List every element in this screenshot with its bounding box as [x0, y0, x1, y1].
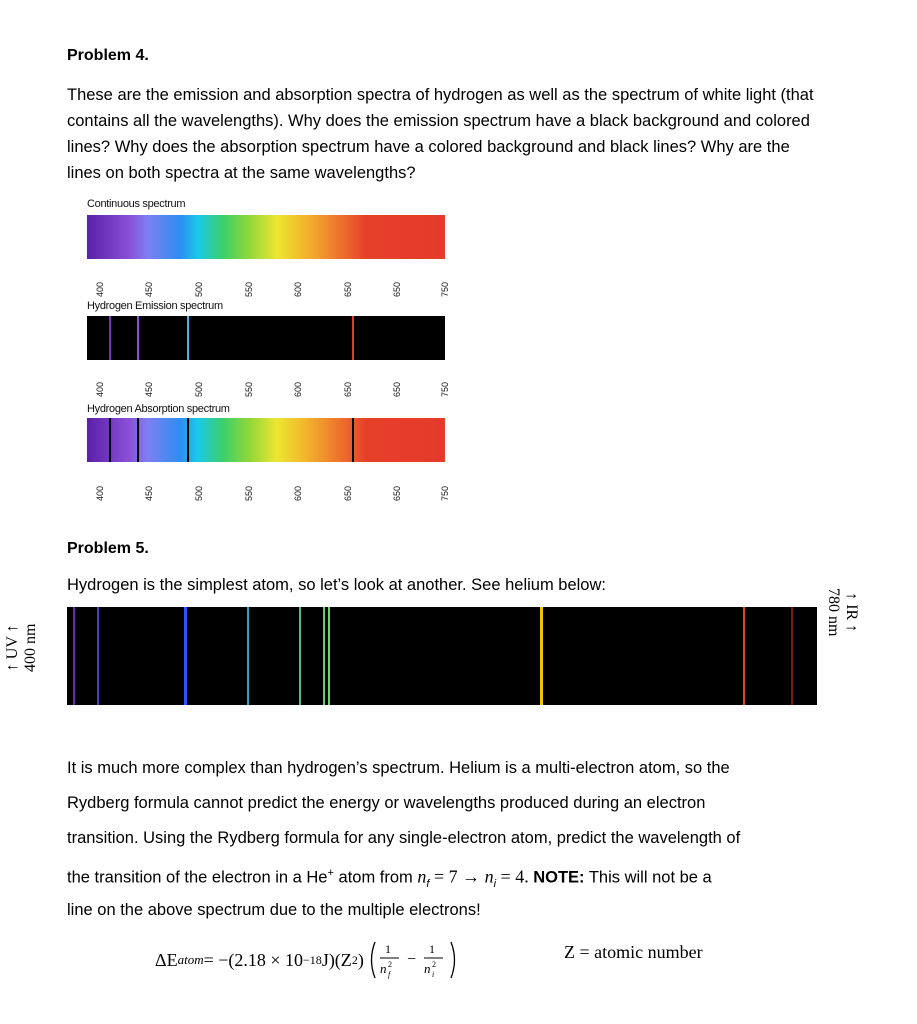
helium-line [328, 607, 330, 705]
continuous-spectrum-label: Continuous spectrum [87, 198, 186, 210]
helium-line [73, 607, 75, 705]
problem4-heading: Problem 4. [67, 47, 149, 64]
tick-label: 750 [440, 281, 450, 297]
problem4-text: These are the emission and absorption spectra of hydrogen as well as the spectrum of white light (that contains all the wavelengths). Why does the emission spectrum have a black background and colored lines? Why does the absorption spectrum have a colored background and black lines? Why are the lines on both spectra at the same wavelengths? [67, 86, 814, 182]
hydrogen-emission-spectrum [87, 316, 445, 360]
svg-text:i: i [431, 970, 435, 979]
ir-label [824, 588, 860, 636]
svg-text:−: − [406, 951, 416, 968]
helium-line [184, 607, 187, 705]
tick-label: 650 [343, 281, 353, 297]
svg-text:2: 2 [387, 960, 392, 969]
continuous-spectrum [87, 215, 445, 259]
formula-rest: J)(Z [321, 949, 352, 970]
para4-math: = 4. [496, 866, 534, 887]
absorption-spectrum-label: Hydrogen Absorption spectrum [87, 403, 230, 415]
emission-spectrum-label: Hydrogen Emission spectrum [87, 300, 223, 312]
tick-label: 550 [244, 281, 254, 297]
problem5-para-5: line on the above spectrum due to the multiple electrons! [67, 901, 481, 919]
absorption-line [137, 418, 139, 462]
svg-text:n: n [423, 961, 431, 976]
problem5-intro: Hydrogen is the simplest atom, so let’s look at another. See helium below: [67, 576, 606, 594]
problem5-para-2: Rydberg formula cannot predict the energy or wavelengths produced during an electron [67, 794, 706, 812]
problem5-heading: Problem 5. [67, 540, 149, 557]
para4-text: the transition of the electron in a He [67, 868, 328, 887]
absorption-axis [87, 485, 450, 501]
tick-label: 500 [194, 485, 204, 501]
svg-text:2: 2 [431, 960, 436, 969]
helium-line [743, 607, 745, 705]
tick-label: 650 [392, 381, 402, 397]
tick-label: 600 [293, 281, 303, 297]
uv-label-bottom: 400 nm [22, 623, 39, 672]
absorption-line [109, 418, 111, 462]
formula-subscript: atom [177, 952, 204, 967]
emission-line [352, 316, 354, 360]
helium-line [791, 607, 793, 705]
tick-label: 650 [392, 485, 402, 501]
tick-label: 400 [95, 281, 105, 297]
tick-label: 750 [440, 381, 450, 397]
tick-label: 400 [95, 485, 105, 501]
svg-text:1: 1 [384, 942, 391, 956]
tick-label: 550 [244, 381, 254, 397]
formula-z-squared: 2 [351, 952, 358, 967]
helium-line [97, 607, 99, 705]
tick-label: 500 [194, 281, 204, 297]
helium-line [323, 607, 325, 705]
para4-text: This will not be a [584, 868, 712, 887]
z-definition: Z = atomic number [564, 942, 703, 962]
emission-line [187, 316, 189, 360]
uv-label [4, 624, 40, 672]
helium-spectrum [67, 607, 817, 705]
fraction-term [367, 938, 463, 982]
tick-label: 450 [144, 381, 154, 397]
para4-text: atom from [333, 868, 418, 887]
note-label: NOTE: [533, 868, 585, 887]
absorption-line [352, 418, 354, 462]
continuous-axis [87, 281, 450, 297]
problem5-para-1: It is much more complex than hydrogen’s spectrum. Helium is a multi-electron atom, so the [67, 759, 730, 777]
tick-label: 500 [194, 381, 204, 397]
helium-line [540, 607, 543, 705]
uv-label-top: ↑ UV ↑ [4, 624, 21, 672]
svg-text:f: f [387, 970, 391, 979]
formula-close: ) [357, 949, 364, 970]
formula-exponent: −18 [303, 952, 322, 967]
svg-text:1: 1 [428, 942, 435, 956]
tick-label: 750 [440, 485, 450, 501]
emission-line [137, 316, 139, 360]
emission-line [109, 316, 111, 360]
tick-label: 600 [293, 485, 303, 501]
ir-label-bottom: 780 nm [825, 588, 842, 637]
tick-label: 600 [293, 381, 303, 397]
helium-line [299, 607, 301, 705]
problem5-para-3: transition. Using the Rydberg formula for any single-electron atom, predict the wavelength of [67, 829, 741, 847]
svg-text:n: n [379, 961, 387, 976]
para4-math: = 7 → [429, 866, 485, 887]
problem5-para-4: the transition of the electron in a He+ atom from $n_f = 7 \to n_i = 4$. NOTE: This will not be a [67, 866, 712, 890]
helium-line [247, 607, 249, 705]
formula-lhs: ΔE [155, 949, 178, 970]
energy-formula [155, 938, 463, 982]
tick-label: 450 [144, 485, 154, 501]
absorption-line [187, 418, 189, 462]
tick-label: 650 [392, 281, 402, 297]
tick-label: 400 [95, 381, 105, 397]
tick-label: 650 [343, 381, 353, 397]
tick-label: 550 [244, 485, 254, 501]
tick-label: 650 [343, 485, 353, 501]
formula-mid: = −(2.18 × 10 [203, 949, 304, 970]
ir-label-top: ↑ IR ↑ [843, 592, 860, 633]
hydrogen-absorption-spectrum [87, 418, 445, 462]
emission-axis [87, 381, 450, 397]
tick-label: 450 [144, 281, 154, 297]
plus-superscript: + [327, 867, 334, 879]
